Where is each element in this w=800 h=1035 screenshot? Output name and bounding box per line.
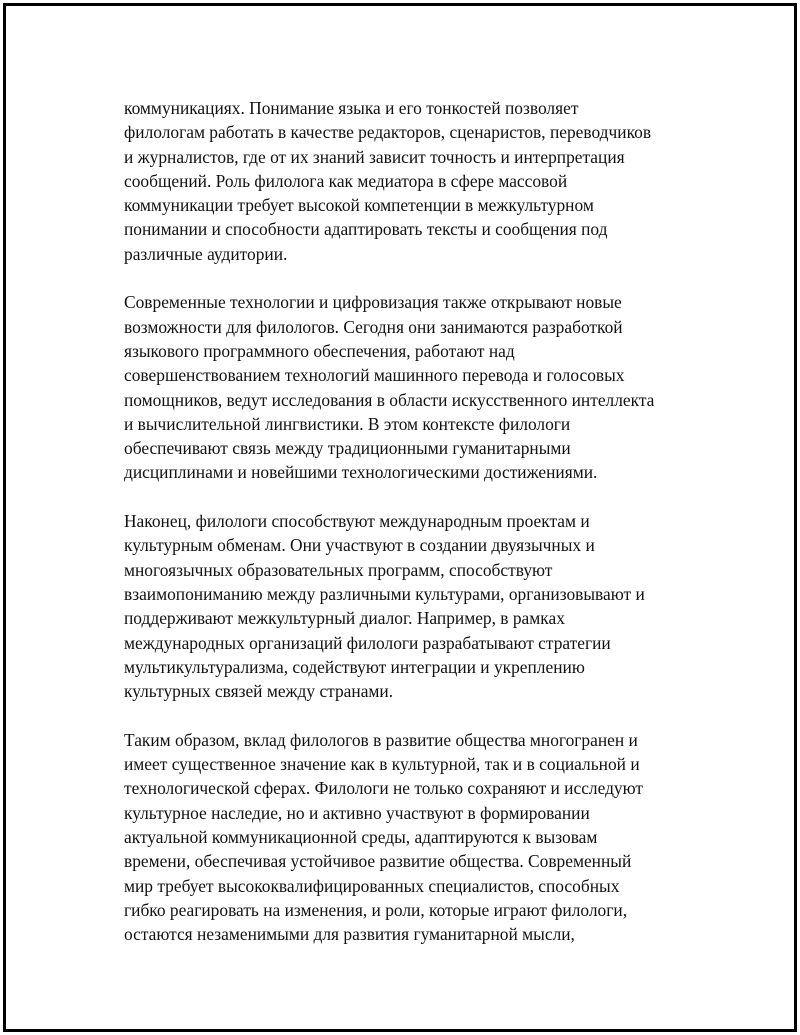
text-line: дисциплинами и новейшими технологическими достижениями. xyxy=(124,462,598,483)
text-line: коммуникациях. Понимание языка и его тонкостей позволяет xyxy=(124,98,579,118)
text-line: культурных связей между странами. xyxy=(124,681,394,702)
text-line: многоязычных образовательных программ, способствуют xyxy=(124,559,553,580)
text-line: совершенствованием технологий машинного перевода и голосовых xyxy=(124,365,625,386)
text-line: обеспечивают связь между традиционными гуманитарными xyxy=(124,438,571,459)
text-line: актуальной коммуникационной среды, адаптируются к вызовам xyxy=(124,826,598,847)
text-line: и журналистов, где от их знаний зависит точность и интерпретация xyxy=(124,146,625,167)
text-line: различные аудитории. xyxy=(124,243,288,264)
text-line: времени, обеспечивая устойчивое развитие общества. Современный xyxy=(124,851,632,872)
text-line: помощников, ведут исследования в области искусственного интеллекта xyxy=(124,389,655,410)
text-line: гибко реагировать на изменения, и роли, которые играют филологи, xyxy=(124,899,628,920)
text-line: Наконец, филологи способствуют международным проектам и xyxy=(124,511,590,532)
text-line: международных организаций филологи разрабатывают стратегии xyxy=(124,632,611,653)
text-line: возможности для филологов. Сегодня они занимаются разработкой xyxy=(124,316,623,337)
text-line: взаимопониманию между различными культурами, организовывают и xyxy=(124,583,645,604)
text-line: Современные технологии и цифровизация также открывают новые xyxy=(124,292,622,313)
text-line: имеет существенное значение как в культурной, так и в социальной и xyxy=(124,754,640,775)
text-line: Таким образом, вклад филологов в развитие общества многогранен и xyxy=(124,729,638,750)
text-line: сообщений. Роль филолога как медиатора в сфере массовой xyxy=(124,170,568,191)
paragraph-4 xyxy=(124,728,699,947)
paragraph-3 xyxy=(124,509,699,703)
text-line: языкового программного обеспечения, работают над xyxy=(124,340,515,361)
document-body xyxy=(124,96,699,971)
text-line: культурное наследие, но и активно участвуют в формировании xyxy=(124,802,590,823)
paragraph-1 xyxy=(124,96,699,266)
text-line: поддерживают межкультурный диалог. Например, в рамках xyxy=(124,608,565,629)
text-line: понимании и способности адаптировать тексты и сообщения под xyxy=(124,219,608,240)
text-line: коммуникации требует высокой компетенции в межкультурном xyxy=(124,195,594,216)
text-line: культурным обменам. Они участвуют в создании двуязычных и xyxy=(124,535,595,556)
text-line: филологам работать в качестве редакторов, сценаристов, переводчиков xyxy=(124,122,652,143)
text-line: технологической сферах. Филологи не только сохраняют и исследуют xyxy=(124,778,643,799)
page-frame xyxy=(3,3,797,1032)
text-line: остаются незаменимыми для развития гуманитарной мысли, xyxy=(124,924,575,945)
text-line: мир требует высококвалифицированных специалистов, способных xyxy=(124,875,620,896)
paragraph-2 xyxy=(124,290,699,484)
text-line: мультикультурализма, содействуют интеграции и укреплению xyxy=(124,656,585,677)
text-line: и вычислительной лингвистики. В этом контексте филологи xyxy=(124,413,571,434)
